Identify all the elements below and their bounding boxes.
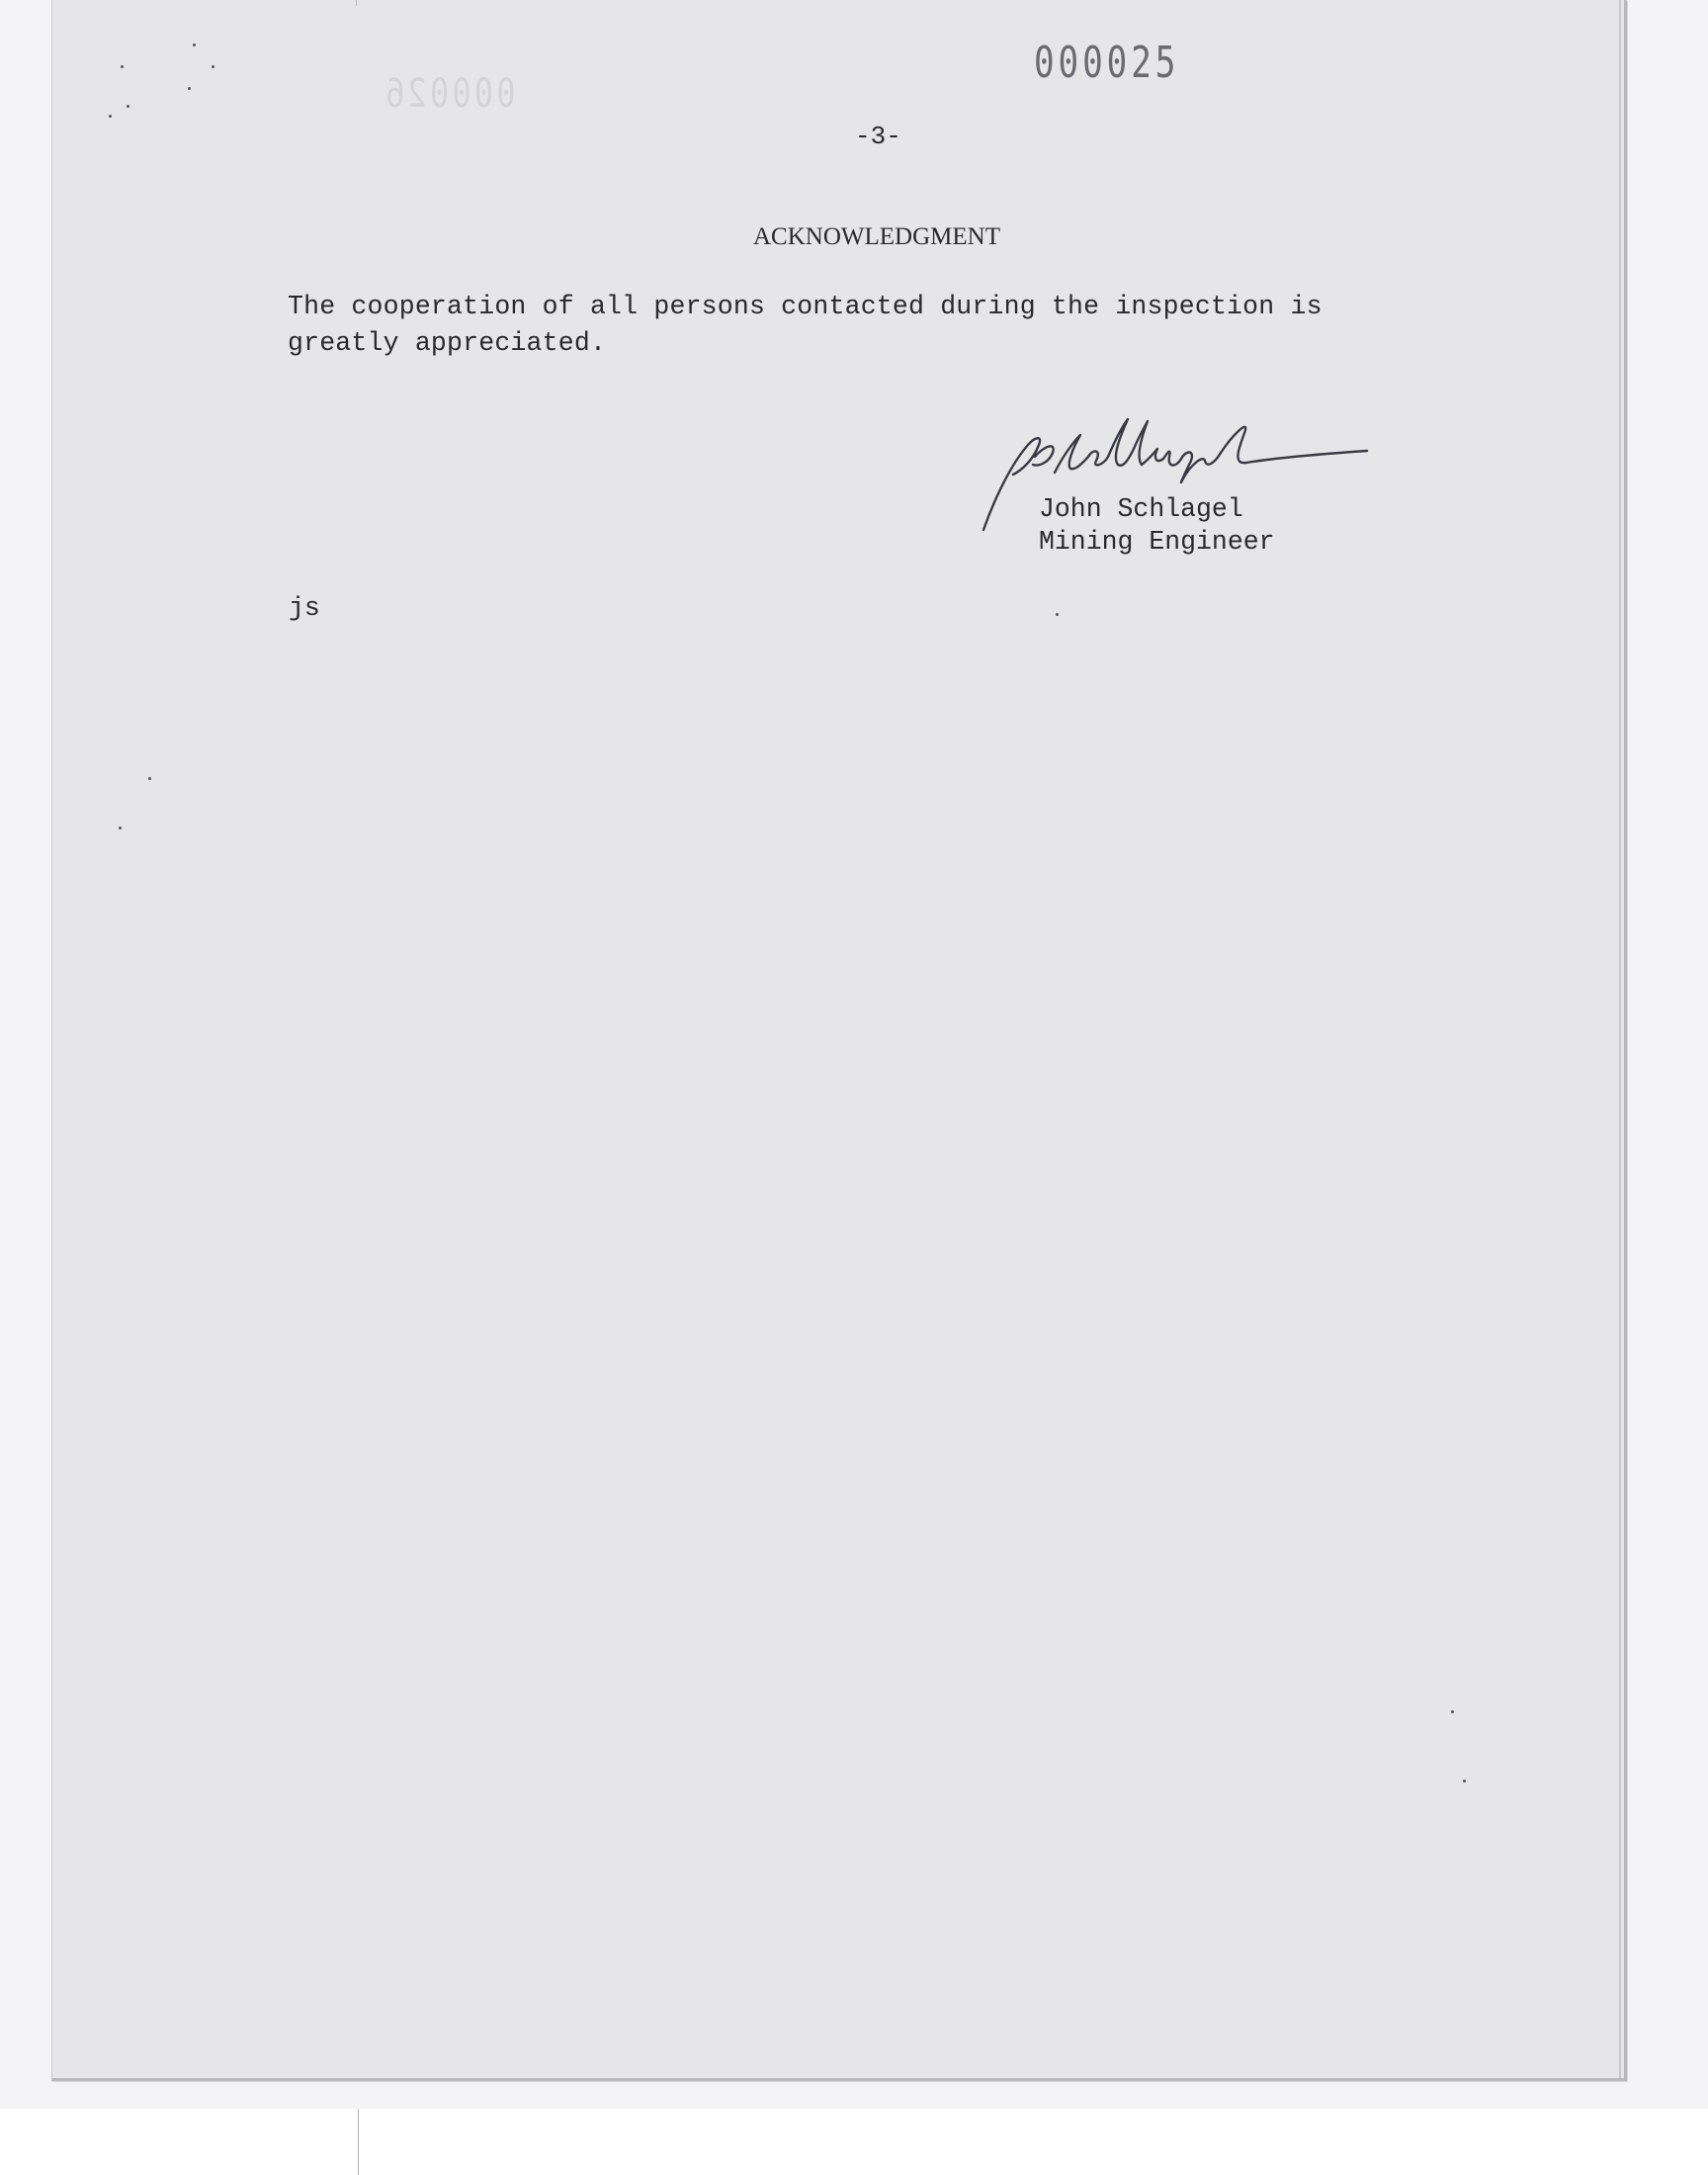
page-number: -3-: [855, 122, 901, 151]
typist-initials: js: [289, 593, 320, 623]
document-stamp-number: 000025: [1034, 38, 1180, 88]
scan-margin: [0, 2109, 1708, 2175]
scan-speck: [121, 65, 124, 68]
body-text-line: greatly appreciated.: [288, 328, 607, 358]
scan-mark: [356, 0, 357, 6]
bleed-through-stamp: 000026: [382, 71, 516, 117]
signer-name: John Schlagel: [1039, 494, 1243, 524]
scan-speck: [148, 777, 151, 780]
scan-speck: [1451, 1710, 1454, 1713]
body-text-line: The cooperation of all persons contacted during the inspection is: [288, 292, 1323, 321]
section-heading: ACKNOWLEDGMENT: [753, 223, 1000, 250]
scan-speck: [193, 44, 196, 46]
scan-speck: [127, 105, 129, 108]
scan-speck: [188, 87, 191, 90]
scan-speck: [1056, 613, 1059, 616]
scan-speck: [119, 826, 122, 829]
scan-speck: [109, 115, 112, 118]
signer-title: Mining Engineer: [1039, 527, 1275, 557]
page-edge-shadow: [1619, 0, 1621, 2078]
scan-speck: [1463, 1780, 1466, 1783]
scan-speck: [212, 65, 214, 68]
scan-mark: [358, 2109, 359, 2175]
